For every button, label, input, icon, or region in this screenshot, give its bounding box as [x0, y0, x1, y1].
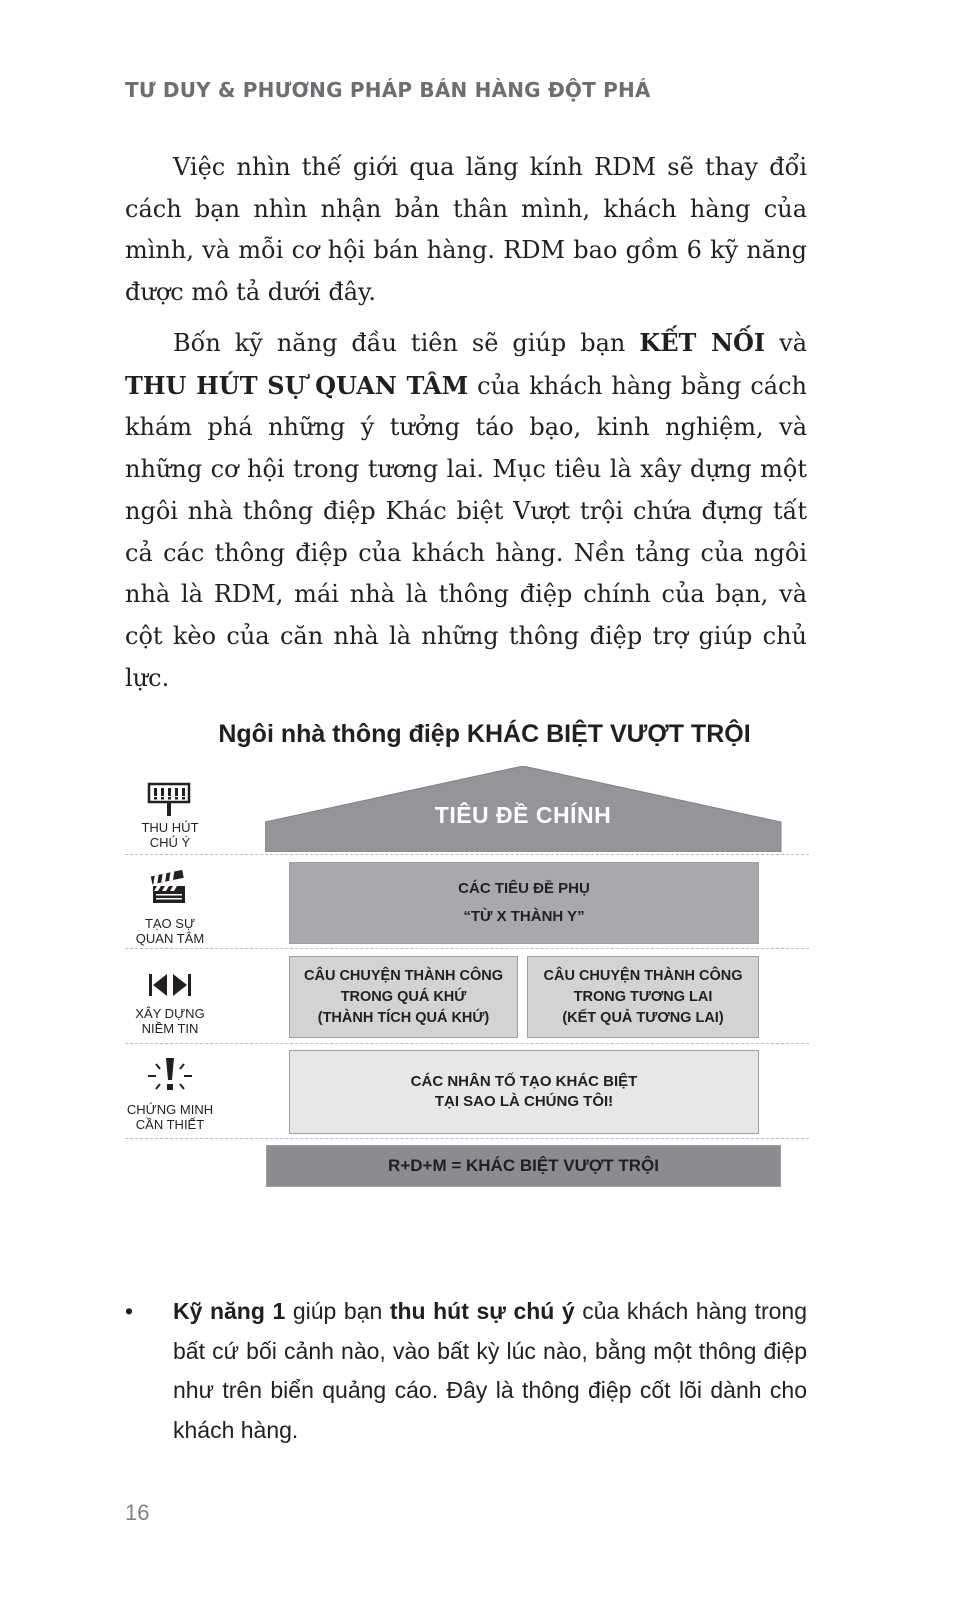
- paragraph-2-bold-attract: THU HÚT SỰ QUAN TÂM: [125, 370, 469, 400]
- foundation-bar: [266, 1145, 781, 1187]
- side-label-necessity: [105, 1102, 235, 1132]
- side-label-trust: [105, 1006, 235, 1036]
- figure-title: Ngôi nhà thông điệp KHÁC BIỆT VƯỢT TRỘI: [218, 720, 751, 748]
- message-house-diagram: [0, 780, 969, 1230]
- differentiators-line2: TẠI SAO LÀ CHÚNG TÔI!: [434, 1093, 614, 1110]
- bullet-text-b: giúp bạn: [285, 1298, 390, 1324]
- differentiators-line1: CÁC NHÂN TỐ TẠO KHÁC BIỆT: [410, 1073, 638, 1090]
- billboard-icon: [140, 782, 200, 822]
- future-success-line2: TRONG TƯƠNG LAI: [573, 988, 713, 1005]
- bullet-bold-attention: thu hút sự chú ý: [389, 1298, 575, 1324]
- row-divider: [125, 1043, 809, 1044]
- paragraph-2: [125, 322, 807, 699]
- bullet-text: [173, 1292, 807, 1450]
- bullet-bold-skill: Kỹ năng 1: [173, 1298, 286, 1324]
- side-label-interest-line2: QUAN TÂM: [135, 931, 205, 946]
- bullet-item: [125, 1292, 807, 1450]
- paragraph-2-bold-connect: KẾT NỐI: [639, 328, 766, 357]
- sub-headlines-line1: CÁC TIÊU ĐỀ PHỤ: [458, 880, 590, 897]
- differentiators-box: [289, 1050, 759, 1134]
- past-success-line1: CÂU CHUYỆN THÀNH CÔNG: [304, 967, 503, 984]
- row-divider: [125, 854, 809, 855]
- row-divider: [125, 1138, 809, 1139]
- side-label-trust-line2: NIỀM TIN: [141, 1021, 199, 1036]
- paragraph-1-text: Việc nhìn thế giới qua lăng kính RDM sẽ thay đổi cách bạn nhìn nhận bản thân mình, khách hàng của mình, và mỗi cơ hội bán hàng. RDM bao gồm 6 kỹ năng được mô tả dưới đây.: [125, 153, 807, 307]
- exclamation-burst-icon: [140, 1056, 200, 1096]
- foundation-text: R+D+M = KHÁC BIỆT VƯỢT TRỘI: [388, 1156, 659, 1175]
- paragraph-2-text-c: và: [765, 329, 808, 357]
- past-success-box: [289, 956, 518, 1038]
- paragraph-2-text-a: Bốn kỹ năng đầu tiên sẽ giúp bạn: [173, 329, 640, 357]
- roof-title: TIÊU ĐỀ CHÍNH: [434, 802, 612, 828]
- future-success-line1: CÂU CHUYỆN THÀNH CÔNG: [543, 967, 743, 984]
- side-label-attention-line1: THU HÚT: [141, 820, 199, 835]
- skip-arrows-icon: [140, 968, 200, 1008]
- side-label-necessity-line1: CHỨNG MINH: [126, 1102, 214, 1117]
- bullet-text-d: của khách hàng trong bất cứ bối cảnh nào, vào bất kỳ lúc nào, bằng một thông điệp như trên biển quảng cáo. Đây là thông điệp cốt lõi dành cho khách hàng.: [173, 1298, 807, 1443]
- side-label-trust-line1: XÂY DỰNG: [135, 1006, 205, 1021]
- side-label-interest: [105, 916, 235, 946]
- paragraph-1: [125, 147, 807, 314]
- side-label-interest-line1: TẠO SỰ: [144, 916, 196, 931]
- paragraph-2-text-e: của khách hàng bằng cách khám phá những ý tưởng táo bạo, kinh nghiệm, và những cơ hội trong tương lai. Mục tiêu là xây dựng một ngôi nhà thông điệp Khác biệt Vượt trội chứa đựng tất cả các thông điệp của khách hàng. Nền tảng của ngôi nhà là RDM, mái nhà là thông điệp chính của bạn, và cột kèo của căn nhà là những thông điệp trợ giúp chủ lực.: [125, 371, 807, 692]
- side-label-attention-line2: CHÚ Ý: [149, 835, 191, 850]
- future-success-box: [527, 956, 759, 1038]
- running-header: TƯ DUY & PHƯƠNG PHÁP BÁN HÀNG ĐỘT PHÁ: [125, 78, 651, 102]
- past-success-line3: (THÀNH TÍCH QUÁ KHỨ): [317, 1009, 490, 1026]
- bullet-marker: •: [125, 1298, 134, 1324]
- side-label-necessity-line2: CẦN THIẾT: [135, 1117, 205, 1132]
- sub-headlines-line2: “TỪ X THÀNH Y”: [463, 908, 585, 925]
- clapperboard-icon: [140, 868, 200, 908]
- future-success-line3: (KẾT QUẢ TƯƠNG LAI): [562, 1009, 724, 1026]
- side-label-attention: [105, 820, 235, 850]
- sub-headlines-box: [289, 862, 759, 944]
- row-divider: [125, 948, 809, 949]
- past-success-line2: TRONG QUÁ KHỨ: [340, 988, 467, 1005]
- page-number: 16: [125, 1500, 150, 1525]
